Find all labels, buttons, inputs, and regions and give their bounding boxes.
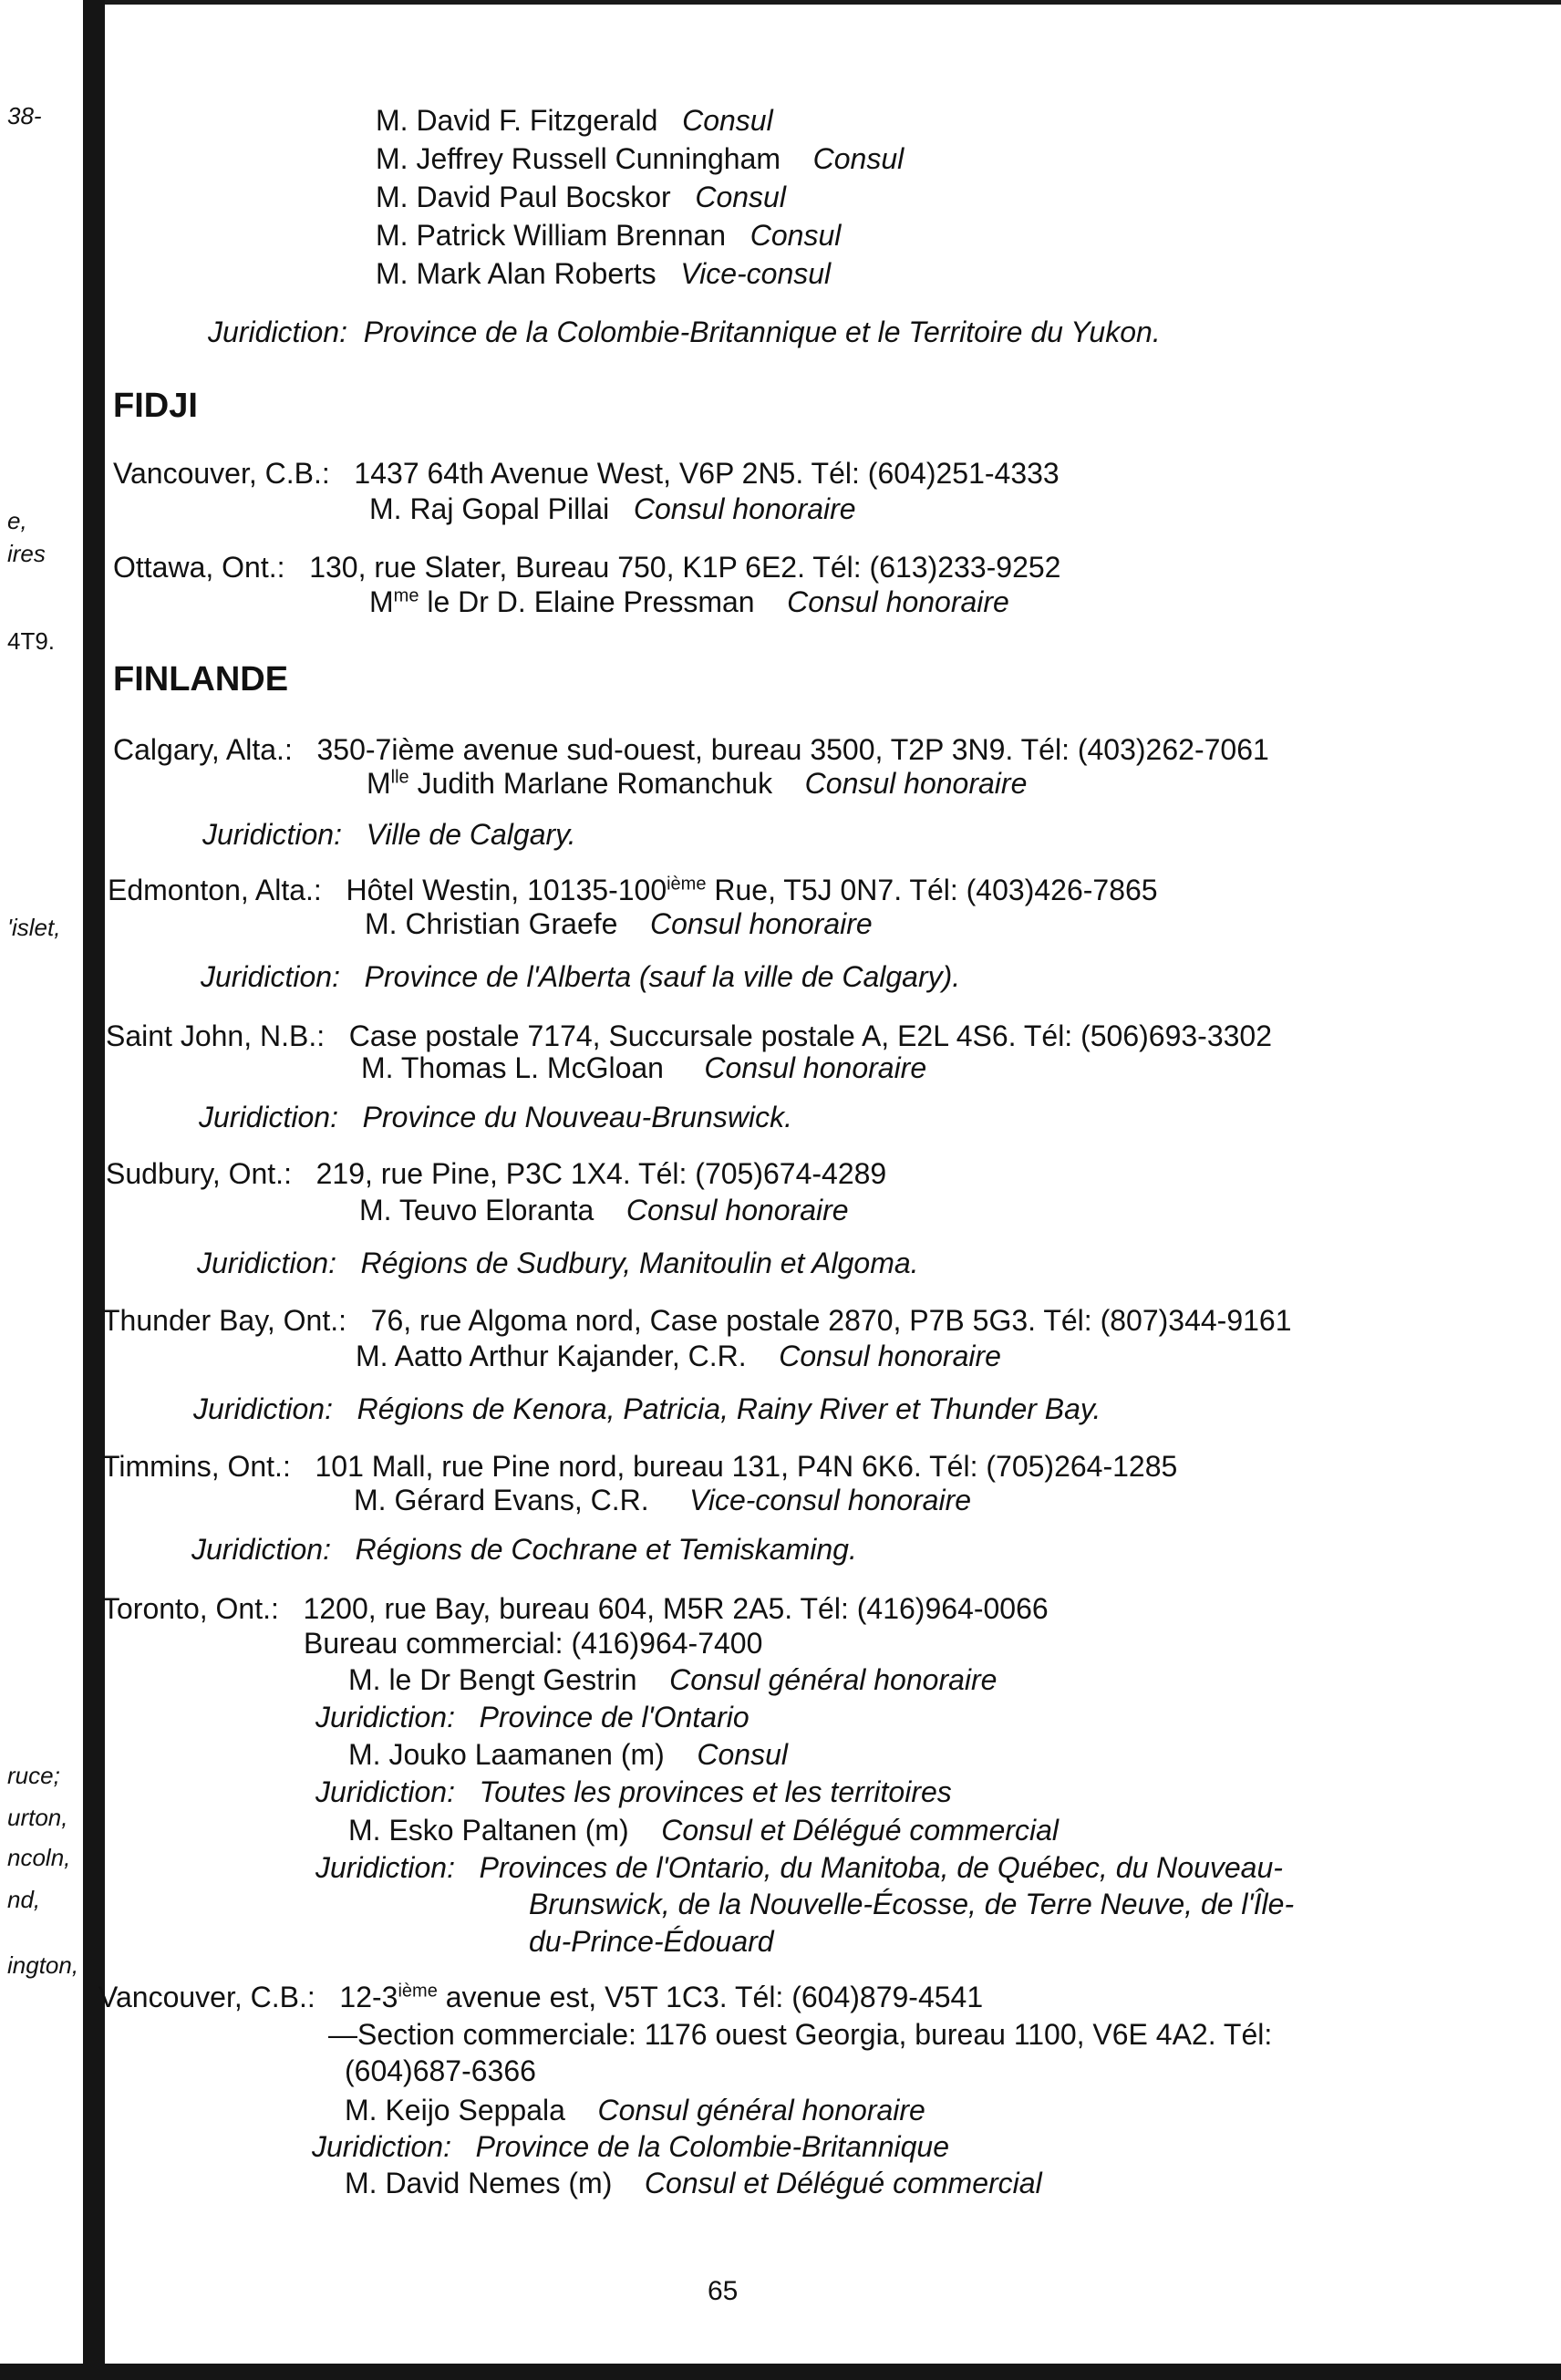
- person-name: $M^{me}$ le Dr D. Elaine Pressman: [369, 585, 755, 618]
- juridiction-label: Juridiction:: [201, 960, 340, 993]
- margin-fragment: 4T9.: [7, 627, 56, 655]
- address-text: 12-3ième avenue est, V5T 1C3. Tél: (604)879-4541: [339, 1981, 984, 2013]
- juridiction-label: Juridiction:: [315, 1701, 455, 1733]
- person-entry: [359, 1193, 849, 1227]
- margin-fragment: ires: [7, 540, 46, 567]
- juridiction-line: [315, 1700, 749, 1734]
- juridiction-label: Juridiction:: [193, 1392, 333, 1425]
- person-entry: [376, 256, 831, 291]
- person-name: M. Raj Gopal Pillai: [369, 492, 610, 525]
- person-name: M. Aatto Arthur Kajander, C.R.: [356, 1340, 747, 1372]
- person-entry: [376, 218, 841, 253]
- page-bottom-edge: [0, 2364, 1561, 2380]
- city-label: Saint John, N.B.:: [106, 1019, 326, 1052]
- juridiction-text: Régions de Kenora, Patricia, Rainy River et Thunder Bay.: [357, 1392, 1101, 1425]
- person-entry: [361, 1050, 926, 1085]
- person-name: M. Mark Alan Roberts: [376, 257, 656, 290]
- juridiction-text: Province de la Colombie-Britannique et le Territoire du Yukon.: [363, 316, 1161, 348]
- margin-fragment: 'islet,: [7, 914, 61, 941]
- person-role: Consul général honoraire: [669, 1663, 998, 1696]
- person-name: M. Esko Paltanen (m): [348, 1814, 629, 1847]
- country-heading: FIDJI: [113, 387, 198, 425]
- address-line: [108, 873, 1158, 907]
- city-label: Timmins, Ont.:: [102, 1450, 291, 1483]
- juridiction-text-continued: du-Prince-Édouard: [529, 1925, 774, 1958]
- juridiction-line: [191, 1532, 857, 1567]
- person-role: Consul général honoraire: [597, 2094, 925, 2126]
- person-role: Consul honoraire: [779, 1340, 1001, 1372]
- person-role: Consul: [812, 142, 905, 175]
- person-name: M. Thomas L. McGloan: [361, 1051, 664, 1084]
- juridiction-line: [202, 817, 576, 852]
- person-name: M. David Nemes (m): [345, 2167, 613, 2199]
- person-name: M. le Dr Bengt Gestrin: [348, 1663, 637, 1696]
- person-role: Vice-consul honoraire: [689, 1484, 972, 1516]
- person-entry: [345, 2093, 925, 2127]
- margin-fragment: ncoln,: [7, 1844, 71, 1871]
- address-text: 76, rue Algoma nord, Case postale 2870, P7B 5G3. Tél: (807)344-9161: [370, 1304, 1292, 1337]
- address-line: [113, 456, 1060, 491]
- person-role: Consul honoraire: [633, 492, 856, 525]
- person-entry: [348, 1737, 788, 1772]
- city-label: Vancouver, C.B.:: [98, 1981, 315, 2013]
- city-label: Edmonton, Alta.:: [108, 874, 322, 906]
- juridiction-text-continued: Brunswick, de la Nouvelle-Écosse, de Terre Neuve, de l'Île-: [529, 1888, 1295, 1920]
- margin-fragment: urton,: [7, 1804, 68, 1831]
- juridiction-line: [201, 959, 960, 994]
- person-role: Vice-consul: [680, 257, 832, 290]
- juridiction-text: Provinces de l'Ontario, du Manitoba, de Québec, du Nouveau-: [479, 1851, 1283, 1884]
- person-name: M. David F. Fitzgerald: [376, 104, 658, 137]
- person-entry: [356, 1339, 1001, 1373]
- juridiction-label: Juridiction:: [315, 1775, 455, 1808]
- juridiction-line: [197, 1246, 919, 1280]
- person-entry: [369, 492, 856, 526]
- juridiction-line: [199, 1100, 792, 1134]
- juridiction-text: Province de l'Alberta (sauf la ville de Calgary).: [364, 960, 961, 993]
- country-heading: FINLANDE: [113, 660, 289, 698]
- address-text: 219, rue Pine, P3C 1X4. Tél: (705)674-4289: [315, 1157, 887, 1190]
- page-top-edge: [105, 0, 1561, 5]
- juridiction-line: [312, 2129, 949, 2164]
- person-role: Consul: [697, 1738, 788, 1771]
- person-entry: [376, 141, 904, 176]
- person-name: M. Gérard Evans, C.R.: [354, 1484, 649, 1516]
- bureau-commercial: Bureau commercial: (416)964-7400: [304, 1627, 763, 1660]
- address-text: 101 Mall, rue Pine nord, bureau 131, P4N 6K6. Tél: (705)264-1285: [315, 1450, 1178, 1483]
- juridiction-label: Juridiction:: [191, 1533, 331, 1566]
- juridiction-text: Ville de Calgary.: [366, 818, 576, 851]
- city-label: Toronto, Ont.:: [102, 1592, 279, 1625]
- person-role: Consul et Délégué commercial: [644, 2167, 1042, 2199]
- page-number: 65: [708, 2276, 739, 2306]
- juridiction-label: Juridiction:: [202, 818, 342, 851]
- juridiction-text: Régions de Sudbury, Manitoulin et Algoma.: [360, 1247, 919, 1279]
- person-name: M. Jouko Laamanen (m): [348, 1738, 665, 1771]
- address-line: [98, 1980, 983, 2014]
- person-name: M. Christian Graefe: [365, 907, 618, 940]
- margin-fragment: e,: [7, 507, 27, 534]
- margin-fragment: nd,: [7, 1886, 41, 1913]
- address-line: [102, 1591, 1049, 1626]
- commercial-section-line: (604)687-6366: [345, 2054, 536, 2087]
- juridiction-text: Province du Nouveau-Brunswick.: [362, 1101, 792, 1133]
- person-role: Consul honoraire: [804, 767, 1028, 800]
- juridiction-text: Province de la Colombie-Britannique: [475, 2130, 950, 2163]
- address-line: [102, 1303, 1292, 1338]
- person-role: Consul: [682, 104, 773, 137]
- city-label: Thunder Bay, Ont.:: [102, 1304, 346, 1337]
- person-role: Consul: [749, 219, 842, 252]
- address-line: [102, 1449, 1177, 1484]
- juridiction-label: Juridiction:: [315, 1851, 455, 1884]
- person-entry: [345, 2166, 1042, 2200]
- person-entry: [365, 906, 873, 941]
- person-role: Consul honoraire: [704, 1051, 927, 1084]
- person-role: Consul honoraire: [649, 907, 873, 940]
- person-entry: [348, 1813, 1059, 1847]
- person-role: Consul: [695, 181, 786, 213]
- person-entry: [348, 1662, 997, 1697]
- person-entry: [376, 180, 786, 214]
- juridiction-line: [315, 1775, 952, 1809]
- person-name: M. Patrick William Brennan: [376, 219, 727, 252]
- person-role: Consul et Délégué commercial: [661, 1814, 1059, 1847]
- juridiction-text: Régions de Cochrane et Temiskaming.: [355, 1533, 857, 1566]
- person-name: M. Keijo Seppala: [345, 2094, 565, 2126]
- person-name: M. David Paul Bocskor: [376, 181, 671, 213]
- person-name: M. Teuvo Eloranta: [359, 1194, 594, 1226]
- address-text: 1200, rue Bay, bureau 604, M5R 2A5. Tél: (416)964-0066: [303, 1592, 1049, 1625]
- margin-fragment: 38-: [7, 102, 42, 129]
- address-line: [106, 1019, 1272, 1053]
- address-text: Case postale 7174, Succursale postale A, E2L 4S6. Tél: (506)693-3302: [348, 1019, 1273, 1052]
- juridiction-text: Province de l'Ontario: [479, 1701, 749, 1733]
- commercial-section-line: —Section commerciale: 1176 ouest Georgia, bureau 1100, V6E 4A2. Tél:: [328, 2018, 1273, 2051]
- juridiction-line: [208, 315, 1161, 349]
- juridiction-label: Juridiction:: [197, 1247, 336, 1279]
- juridiction-text: Toutes les provinces et les territoires: [479, 1775, 952, 1808]
- juridiction-line: [193, 1392, 1101, 1426]
- juridiction-label: Juridiction:: [312, 2130, 451, 2163]
- juridiction-line: [315, 1850, 1283, 1885]
- city-label: Vancouver, C.B.:: [113, 457, 330, 490]
- address-text: 1437 64th Avenue West, V6P 2N5. Tél: (604)251-4333: [354, 457, 1060, 490]
- address-line: [113, 732, 1269, 767]
- margin-fragment: ington,: [7, 1951, 79, 1979]
- person-entry: [369, 585, 1009, 619]
- person-role: Consul honoraire: [625, 1194, 849, 1226]
- address-text: 130, rue Slater, Bureau 750, K1P 6E2. Tél: (613)233-9252: [309, 551, 1061, 584]
- person-name: $M^{lle}$ Judith Marlane Romanchuk: [367, 767, 773, 800]
- person-role: Consul honoraire: [787, 585, 1009, 618]
- city-label: Ottawa, Ont.:: [113, 551, 285, 584]
- page-binding-edge: [83, 0, 105, 2380]
- person-entry: [376, 103, 773, 138]
- address-line: [113, 550, 1060, 585]
- person-entry: [354, 1483, 971, 1517]
- margin-fragment: ruce;: [7, 1762, 60, 1789]
- city-label: Sudbury, Ont.:: [106, 1157, 292, 1190]
- juridiction-label: Juridiction:: [208, 316, 347, 348]
- address-text: 350-7ième avenue sud-ouest, bureau 3500, T2P 3N9. Tél: (403)262-7061: [316, 733, 1269, 766]
- juridiction-label: Juridiction:: [199, 1101, 338, 1133]
- person-entry: [367, 766, 1027, 801]
- address-line: [106, 1156, 886, 1191]
- person-name: M. Jeffrey Russell Cunningham: [376, 142, 781, 175]
- address-text: Hôtel Westin, 10135-100ième Rue, T5J 0N7. Tél: (403)426-7865: [346, 874, 1158, 906]
- city-label: Calgary, Alta.:: [113, 733, 293, 766]
